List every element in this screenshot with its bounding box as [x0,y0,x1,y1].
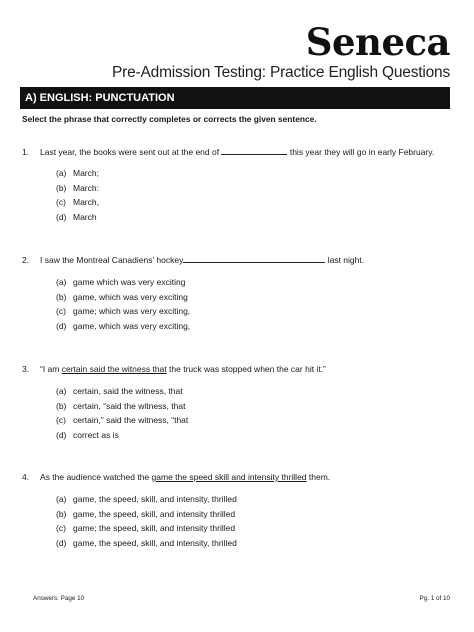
question-4 [22,472,450,483]
question-number: 1. [22,147,30,157]
option-label: (b) [56,291,67,302]
seneca-logo: Seneca [305,20,450,64]
option-label: (c) [56,415,66,426]
option-text: certain,” said the witness, “that [73,415,189,426]
option-text: March; [73,168,99,178]
option-label: (a) [56,277,67,287]
options-q4 [56,494,237,552]
option-a[interactable] [56,277,190,292]
answers-page-note: Answers: Page 10 [33,595,85,602]
option-label: (b) [56,508,67,519]
options-q2 [56,277,190,335]
option-text: March: [73,182,99,193]
option-text: certain, “said the witness, that [73,400,186,411]
option-b[interactable] [56,183,99,198]
option-text: game which was very exciting [73,277,186,287]
option-label: (c) [56,197,66,208]
question-text: I saw the Montreal Canadiens’ hockey [40,255,184,265]
question-2 [22,254,450,266]
section-heading-bar: A) ENGLISH: PUNCTUATION [20,87,450,109]
option-label: (b) [56,182,67,193]
question-text: “I am [40,364,60,374]
question-number: 3. [22,364,30,374]
question-number: 4. [22,472,30,482]
option-label: (d) [56,320,67,331]
option-d[interactable] [56,538,237,553]
options-q1 [56,168,99,226]
option-d[interactable] [56,212,99,227]
option-label: (d) [56,211,67,222]
option-label: (d) [56,537,67,548]
question-text: last night. [327,255,365,265]
page-number: Pg. 1 of 10 [419,595,450,602]
question-text: Last year, the books were sent out at the end of [40,147,220,157]
answer-blank [183,254,325,263]
option-b[interactable] [56,509,237,524]
option-text: game, which was very exciting [73,291,188,302]
options-q3 [56,386,188,444]
option-text: game, the speed, skill, and intensity, thrilled [73,494,237,504]
option-a[interactable] [56,494,237,509]
question-text: the truck was stopped when the car hit it.” [169,364,326,374]
option-d[interactable] [56,430,188,445]
option-label: (a) [56,386,67,396]
option-c[interactable] [56,306,190,321]
section-instructions: Select the phrase that correctly completes or corrects the given sentence. [22,114,317,124]
option-b[interactable] [56,292,190,307]
option-a[interactable] [56,386,188,401]
option-text: game; which was very exciting, [73,306,191,317]
question-text: As the audience watched the [40,472,150,482]
option-label: (c) [56,306,66,317]
option-text: certain, said the witness, that [73,386,183,396]
question-text: this year they will go in early February. [289,147,435,157]
option-text: correct as is [73,429,119,440]
option-label: (c) [56,523,66,534]
option-c[interactable] [56,415,188,430]
option-label: (a) [56,494,67,504]
option-c[interactable] [56,197,99,212]
option-label: (d) [56,429,67,440]
answer-blank [221,146,287,155]
option-text: March [73,211,97,222]
option-text: game, the speed, skill, and intensity thrilled [73,508,236,519]
option-c[interactable] [56,523,237,538]
option-text: game; the speed, skill, and intensity thrilled [73,523,236,534]
underlined-phrase: game the speed skill and intensity thrilled [151,472,307,482]
option-label: (a) [56,168,67,178]
option-label: (b) [56,400,67,411]
document-title: Pre-Admission Testing: Practice English Questions [112,64,450,81]
question-number: 2. [22,255,30,265]
option-text: game, which was very exciting, [73,320,191,331]
question-text: them. [308,472,331,482]
option-text: March, [73,197,99,208]
question-3 [22,364,450,375]
option-b[interactable] [56,401,188,416]
option-a[interactable] [56,168,99,183]
option-d[interactable] [56,321,190,336]
option-text: game, the speed, skill, and intensity, thrilled [73,537,237,548]
underlined-phrase: certain said the witness that [61,364,167,374]
question-1 [22,146,450,158]
